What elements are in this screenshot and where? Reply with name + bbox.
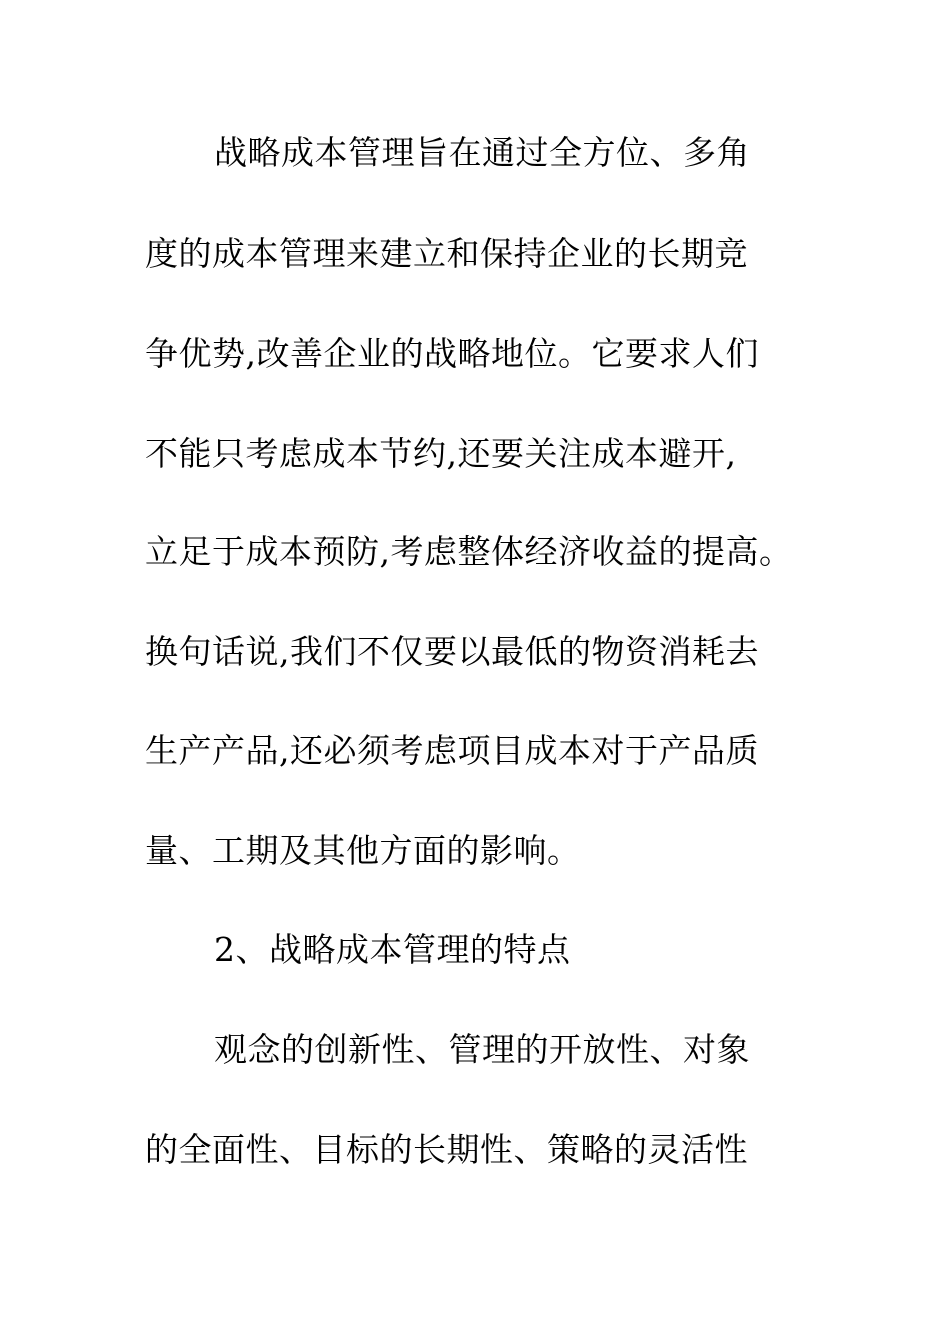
paragraph-line: 不能只考虑成本节约,还要关注成本避开, — [145, 434, 737, 473]
paragraph-line: 换句话说,我们不仅要以最低的物资消耗去 — [145, 632, 759, 671]
paragraph-line: 立足于成本预防,考虑整体经济收益的提高。 — [145, 532, 793, 571]
paragraph-line: 的全面性、目标的长期性、策略的灵活性 — [145, 1130, 748, 1169]
paragraph-line: 量、工期及其他方面的影响。 — [145, 831, 581, 870]
section-heading: 2、战略成本管理的特点 — [214, 930, 571, 969]
paragraph-line: 度的成本管理来建立和保持企业的长期竞 — [145, 234, 748, 273]
paragraph-line: 争优势,改善企业的战略地位。它要求人们 — [145, 334, 759, 373]
paragraph-line: 战略成本管理旨在通过全方位、多角 — [214, 133, 750, 172]
paragraph-line: 观念的创新性、管理的开放性、对象 — [214, 1030, 750, 1069]
paragraph-line: 生产产品,还必须考虑项目成本对于产品质 — [145, 731, 759, 770]
